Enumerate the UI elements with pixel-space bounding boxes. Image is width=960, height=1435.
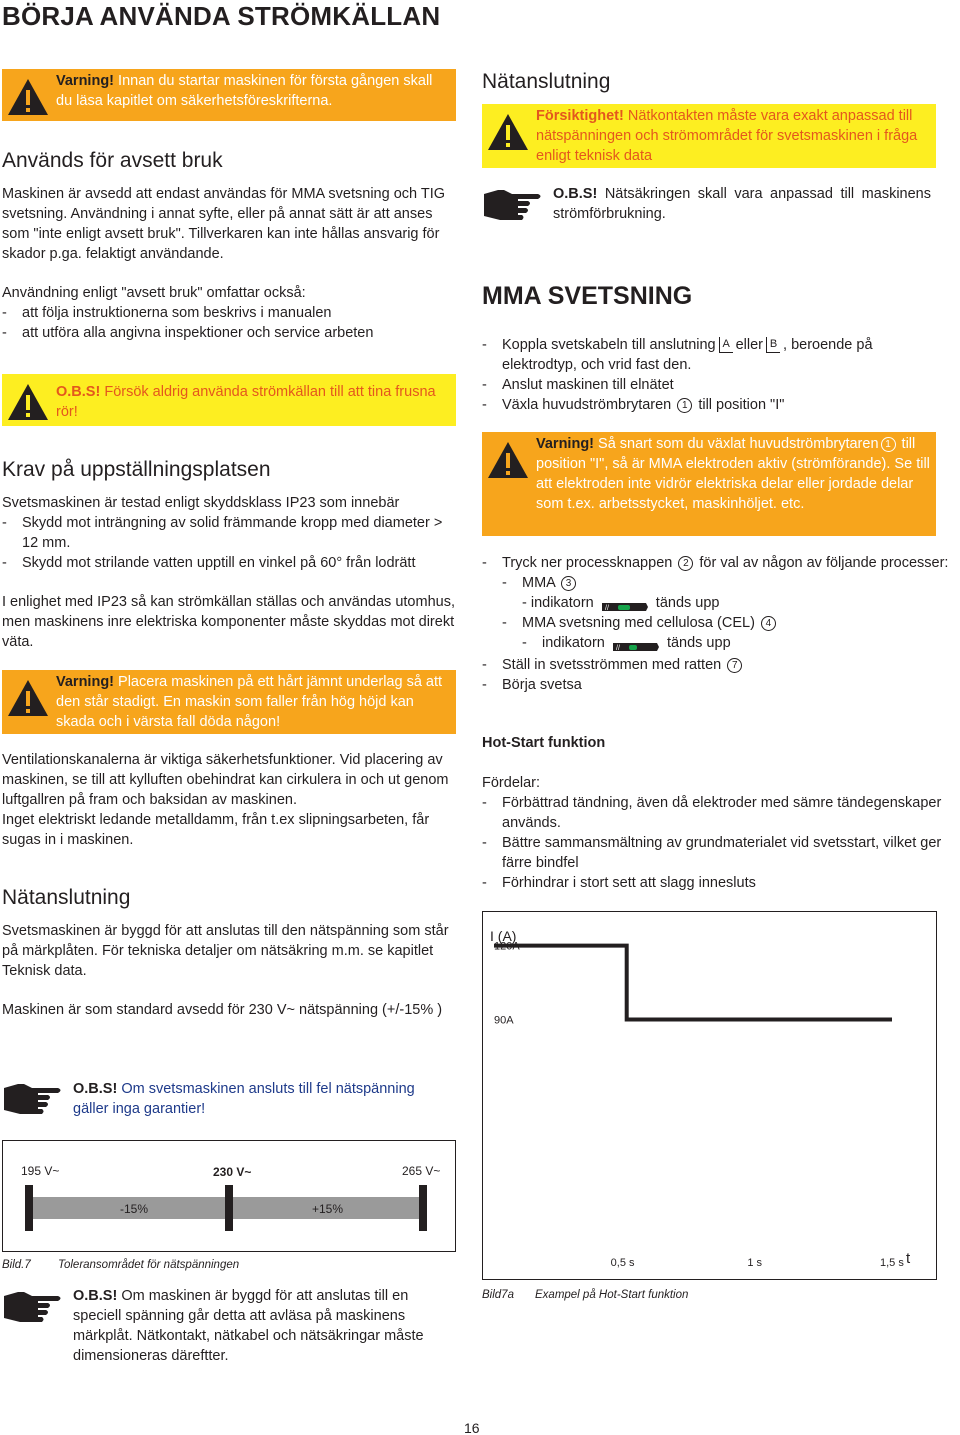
obs-keyword: O.B.S! bbox=[553, 186, 598, 202]
warning-text: Innan du startar maskinen för första gången skall du läsa kapitlet om säkerhetsföreskrifterna. bbox=[56, 73, 433, 109]
number-2-badge: 2 bbox=[678, 556, 693, 571]
obs-fuse bbox=[553, 184, 931, 224]
tolerance-marker-low bbox=[25, 1185, 33, 1231]
caution-box-plug bbox=[482, 104, 936, 168]
x-axis-label: t bbox=[906, 1250, 911, 1267]
obs-special-voltage bbox=[73, 1286, 458, 1366]
obs-keyword: O.B.S! bbox=[56, 384, 101, 400]
pointing-hand-icon bbox=[2, 1080, 64, 1118]
list-item: - Bättre sammansmältning av grundmaterialet vid svetsstart, vilket ger färre bindfel bbox=[482, 833, 958, 873]
number-1-badge: 1 bbox=[881, 437, 896, 452]
hot-start-chart bbox=[482, 911, 938, 1281]
current-series-line bbox=[494, 946, 892, 1020]
list-item: - Anslut maskinen till elnätet bbox=[482, 375, 902, 395]
dust-para: Inget elektriskt ledande metalldamm, från t.ex slipningsarbeten, får sugas in i maskinen. bbox=[2, 812, 430, 848]
warning-box-electrode-live: Varning! Så snart som du växlat huvudströmbrytaren 1 till position "I", så är MMA elektroden aktiv (strömförande). Se till att elektroden inte vidrör elektriska delar eller jordade delar som t.ex. arbetsstycket, maskinhöljet. etc. bbox=[482, 432, 936, 536]
obs-box-frozen-pipes bbox=[2, 374, 456, 426]
tolerance-marker-nominal bbox=[225, 1185, 233, 1231]
voltage-tolerance-diagram bbox=[2, 1140, 456, 1252]
caution-keyword: Försiktighet! bbox=[536, 108, 624, 124]
x-tick-label: 1 s bbox=[747, 1257, 763, 1269]
obs-text: Försök aldrig använda strömkällan till att tina frusna rör! bbox=[56, 384, 436, 420]
warning-triangle-icon bbox=[486, 112, 530, 152]
heading-hot-start: Hot-Start funktion bbox=[482, 735, 606, 751]
cel-process-label: MMA svetsning med cellulosa (CEL) bbox=[522, 615, 755, 631]
mains-para2: Maskinen är som standard avsedd för 230 V~ nätspänning (+/-15% ) bbox=[2, 1002, 443, 1018]
figure-caption-text: Toleransområdet för nätspänningen bbox=[58, 1259, 240, 1271]
mma-indicator-icon bbox=[602, 598, 648, 613]
intended-use-para2: Användning enligt "avsett bruk" omfattar också: bbox=[2, 285, 306, 301]
y-axis-label: I (A) bbox=[490, 928, 517, 944]
terminal-b-label: B bbox=[766, 337, 780, 353]
pointing-hand-icon bbox=[482, 186, 544, 224]
heading-site-requirements: Krav på uppställningsplatsen bbox=[2, 458, 271, 481]
cel-indicator-icon bbox=[613, 638, 659, 653]
voltage-nominal-label: 230 V~ bbox=[213, 1165, 252, 1179]
obs-wrong-voltage bbox=[73, 1079, 453, 1119]
obs-text: Om maskinen är byggd för att anslutas till en speciell spänning går detta att avläsa på maskinens märkplåt. Nätkontakt, nätkabel och nätsäkringar måste dimensioneras däreftter. bbox=[73, 1288, 424, 1364]
warning-box-first-use bbox=[2, 69, 456, 121]
list-item: - Förhindrar i stort sett att slagg innesluts bbox=[482, 873, 958, 893]
warning-text: Placera maskinen på ett hårt jämnt underlag så att den står stadigt. En maskin som faller från hög höjd kan skada och i värsta fall döda någon! bbox=[56, 674, 443, 730]
voltage-high-label: 265 V~ bbox=[402, 1164, 441, 1178]
list-item: - Koppla svetskabeln till anslutning A eller B , beroende på elektrodtyp, och vrid fast den. bbox=[482, 335, 902, 375]
cel-badge-text: CEL bbox=[639, 638, 654, 646]
chart-frame bbox=[483, 912, 937, 1280]
obs-keyword: O.B.S! bbox=[73, 1288, 118, 1304]
list-item: - Växla huvudströmbrytaren 1 till position "I" bbox=[482, 395, 902, 415]
page-title: BÖRJA ANVÄNDA STRÖMKÄLLAN bbox=[2, 1, 441, 31]
intended-use-list bbox=[2, 303, 456, 343]
obs-text: Om svetsmaskinen ansluts till fel nätspänning gäller inga garantier! bbox=[73, 1081, 415, 1117]
warning-keyword: Varning! bbox=[56, 674, 115, 690]
tolerance-marker-high bbox=[419, 1185, 427, 1231]
warning-box-stable-surface bbox=[2, 670, 456, 734]
figure-caption-label-hotstart: Bild7a bbox=[482, 1289, 514, 1301]
heading-intended-use: Används för avsett bruk bbox=[2, 149, 223, 172]
figure-caption-label: Bild.7 bbox=[2, 1259, 31, 1271]
warning-triangle-icon bbox=[6, 77, 50, 117]
list-item: - att utföra alla angivna inspektioner och service arbeten bbox=[2, 323, 456, 343]
tolerance-plus-label: +15% bbox=[312, 1202, 344, 1216]
hot-start-list bbox=[482, 793, 958, 893]
mma-process-label: MMA bbox=[522, 575, 556, 591]
list-item: - Skydd mot strilande vatten upptill en vinkel på 60° från lodrätt bbox=[2, 553, 456, 573]
number-3-badge: 3 bbox=[561, 576, 576, 591]
tolerance-minus-label: -15% bbox=[120, 1202, 149, 1216]
svg-text://: // bbox=[604, 605, 609, 613]
warning-triangle-icon bbox=[6, 382, 50, 422]
svg-text://: // bbox=[615, 645, 620, 653]
heading-mma-welding: MMA SVETSNING bbox=[482, 282, 693, 310]
process-section: - Tryck ner processknappen 2 för val av någon av följande processer: - MMA 3 - indikatorn // tänds upp - MMA svetsning med cellulosa (CEL) 4 - indikatorn // CEL tänds upp - Ställ in svetsströmmen med ratten 7 - Börja svetsa bbox=[482, 555, 949, 693]
mma-steps-list bbox=[482, 335, 902, 415]
warning-keyword: Varning! bbox=[56, 73, 115, 89]
heading-mains-left: Nätanslutning bbox=[2, 886, 131, 909]
terminal-a-label: A bbox=[719, 337, 733, 353]
site-para: Svetsmaskinen är testad enligt skyddsklass IP23 som innebär bbox=[2, 495, 400, 511]
site-para2: I enlighet med IP23 så kan strömkällan ställas och användas utomhus, men maskinens inre elektriska komponenter måste skyddas mot direkt väta. bbox=[2, 594, 455, 650]
warning-triangle-icon bbox=[6, 678, 50, 718]
number-4-badge: 4 bbox=[761, 616, 776, 631]
list-item: - Förbättrad tändning, även då elektroder med sämre tändegenskaper används. bbox=[482, 793, 958, 833]
advantages-label: Fördelar: bbox=[482, 775, 541, 791]
caution-text: Nätkontakten måste vara exakt anpassad till nätspänningen och strömområdet för svetsmaskinen i fråga enligt teknisk data bbox=[536, 108, 918, 164]
list-item: - att följa instruktionerna som beskrivs i manualen bbox=[2, 303, 456, 323]
ventilation-para: Ventilationskanalerna är viktiga säkerhetsfunktioner. Vid placering av maskinen, se till att kylluften obehindrat kan cirkulera in och ut genom luftgallren på fram och baksidan av maskinen. bbox=[2, 752, 449, 808]
number-7-badge: 7 bbox=[727, 658, 742, 673]
x-tick-label: 1,5 s bbox=[880, 1257, 904, 1269]
warning-triangle-icon bbox=[486, 440, 530, 480]
list-item: - Skydd mot inträngning av solid främmande kropp med diameter > 12 mm. bbox=[2, 513, 456, 553]
y-tick-label: 120A bbox=[494, 940, 520, 953]
figure-caption-text-hotstart: Exampel på Hot-Start funktion bbox=[535, 1289, 689, 1301]
pointing-hand-icon bbox=[2, 1288, 64, 1326]
obs-text: Nätsäkringen skall vara anpassad till maskinens strömförbrukning. bbox=[553, 186, 931, 222]
mains-para: Svetsmaskinen är byggd för att anslutas till den nätspänning som står på märkplåten. För tekniska detaljer om nätsäkring m.m. se kapitlet Teknisk data. bbox=[2, 923, 449, 979]
warning-keyword: Varning! bbox=[536, 436, 595, 452]
y-tick-label: 90A bbox=[494, 1014, 514, 1027]
site-list bbox=[2, 513, 456, 573]
obs-keyword: O.B.S! bbox=[73, 1081, 118, 1097]
page-number: 16 bbox=[464, 1420, 480, 1435]
x-tick-label: 0,5 s bbox=[610, 1257, 635, 1269]
number-1-badge: 1 bbox=[677, 398, 692, 413]
voltage-low-label: 195 V~ bbox=[21, 1164, 60, 1178]
heading-mains-right: Nätanslutning bbox=[482, 70, 611, 93]
intended-use-para: Maskinen är avsedd att endast användas för MMA svetsning och TIG svetsning. Användning i annat syfte, eller på annat sätt är att anses som "inte enligt avsett bruk". Tillverkaren kan inte hållas ansvarig för skador p.ga. felaktigt användande. bbox=[2, 186, 446, 262]
